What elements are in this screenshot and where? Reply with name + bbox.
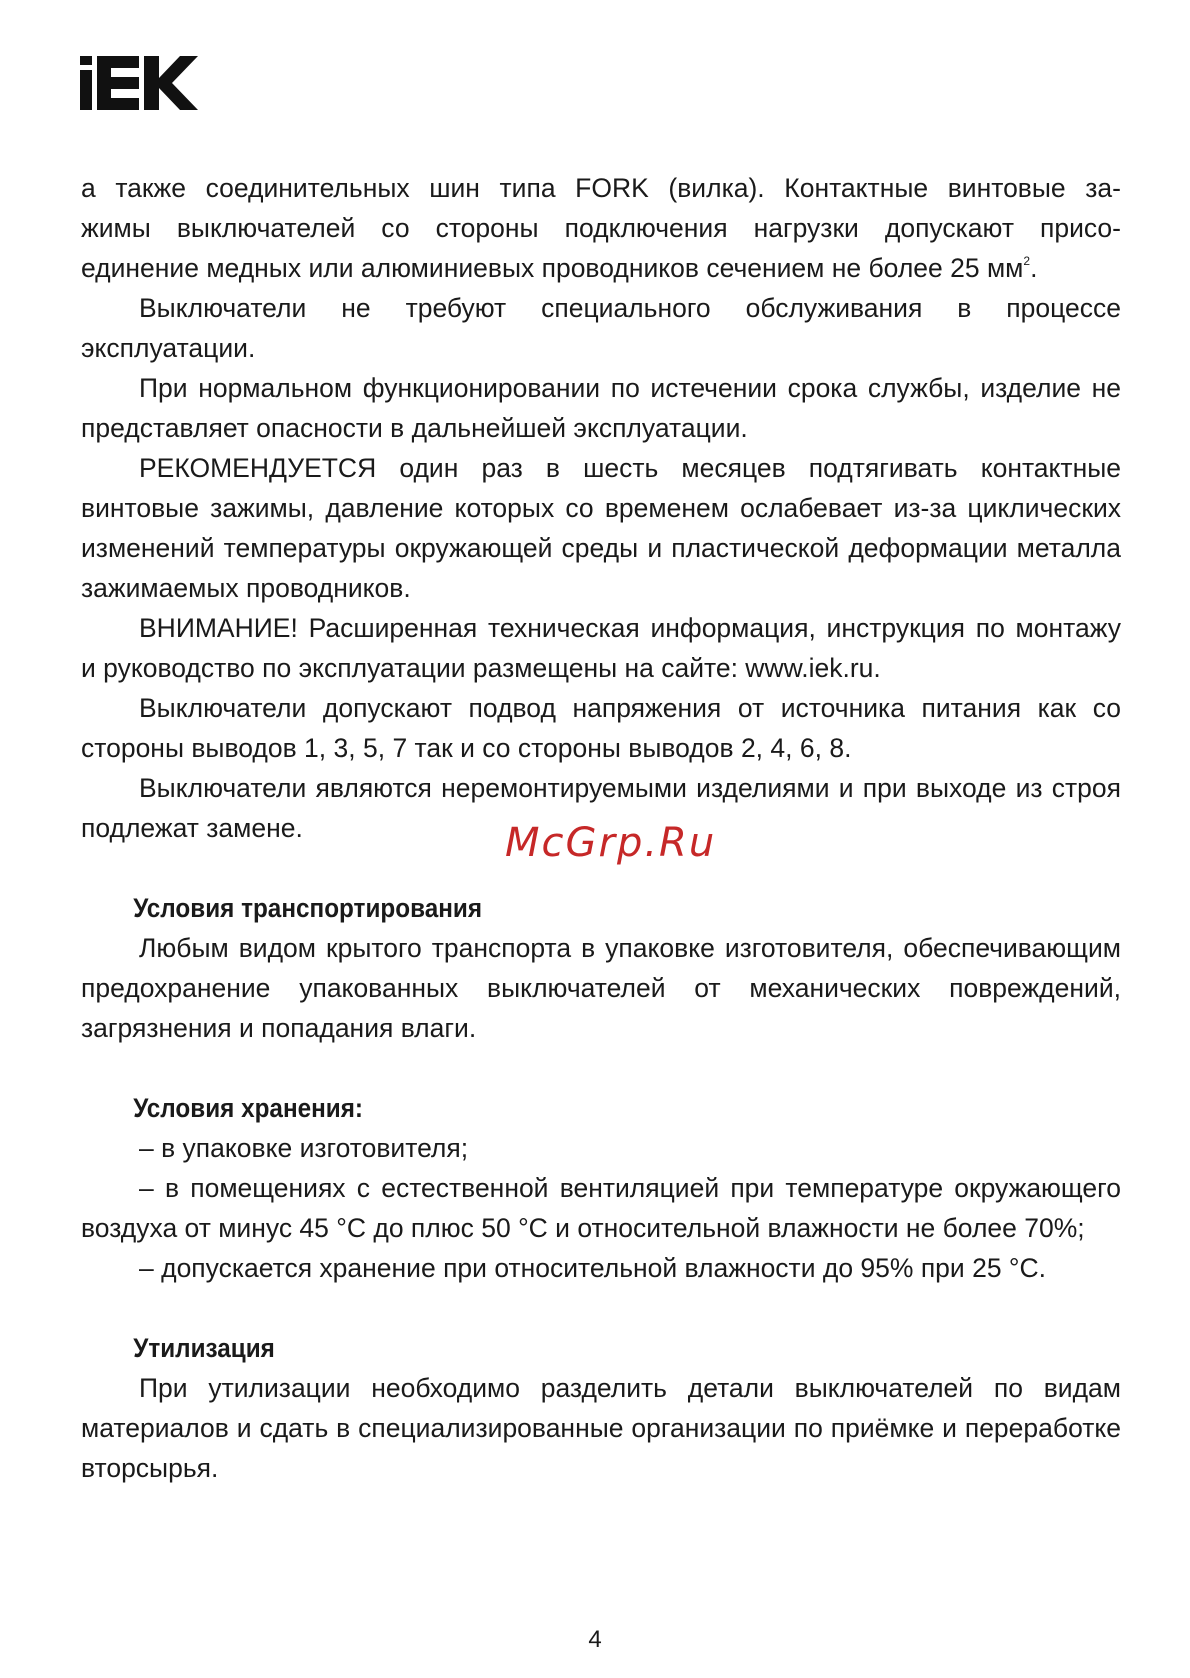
- watermark: McGrp.Ru: [505, 820, 717, 866]
- paragraph-voltage: Выключатели допускают подвод напряжения от источника питания как со стороны выводов 1, 3, 5, 7 так и со стороны выводов 2, 4, 6, 8.: [81, 693, 1121, 763]
- heading-disposal: Утилизация: [133, 1333, 275, 1363]
- paragraph-attention: ВНИМАНИЕ! Расширенная техническая информация, инструкция по монтажу и руководство по эксплуатации размещены на сайте: www.iek.ru.: [81, 613, 1121, 683]
- paragraph-recommendation: РЕКОМЕНДУЕТСЯ один раз в шесть месяцев подтягивать контактные винтовые зажимы, давление которых со временем ослабевает из-за циклических изменений температуры окружающей среды и пластической деформации металла зажимаемых проводников.: [81, 453, 1121, 603]
- intro-line-3-text: единение медных или алюминиевых проводников сечением не более 25 мм: [81, 253, 1024, 283]
- paragraph-maintenance: Выключатели не требуют специального обслуживания в процессе эксплуатации.: [81, 293, 1121, 363]
- paragraph-service-life: При нормальном функционировании по истечении срока службы, изделие не представляет опасности в дальнейшей эксплуатации.: [81, 373, 1121, 443]
- intro-line-3: [81, 248, 1121, 288]
- superscript: 2: [1023, 254, 1031, 268]
- paragraph-non-repairable: Выключатели являются неремонтируемыми изделиями и при выходе из строя подлежат замене.: [81, 773, 1121, 843]
- iek-logo: [80, 56, 198, 110]
- intro-line-1: а также соединительных шин типа FORK (вилка). Контактные винтовые за-: [81, 173, 1121, 203]
- intro-line-3-end: .: [1030, 253, 1038, 283]
- heading-storage: Условия хранения:: [133, 1093, 364, 1123]
- paragraph-transport: Любым видом крытого транспорта в упаковке изготовителя, обеспечивающим предохранение упакованных выключателей от механических повреждений, загрязнения и попадания влаги.: [81, 933, 1121, 1043]
- paragraph-intro: [81, 168, 1121, 288]
- storage-item-3: – допускается хранение при относительной влажности до 95% при 25 °С.: [139, 1253, 1047, 1283]
- storage-item-2: – в помещениях с естественной вентиляцией при температуре окружающего воздуха от минус 45 °С до плюс 50 °С и относительной влажности не более 70%;: [81, 1173, 1121, 1243]
- page-number: 4: [588, 1626, 602, 1653]
- intro-line-2: жимы выключателей со стороны подключения нагрузки допускают присо-: [81, 213, 1121, 243]
- paragraph-disposal: При утилизации необходимо разделить детали выключателей по видам материалов и сдать в специализированные организации по приёмке и переработке вторсырья.: [81, 1373, 1121, 1483]
- heading-transport: Условия транспортирования: [133, 893, 483, 923]
- storage-item-1: – в упаковке изготовителя;: [139, 1133, 469, 1163]
